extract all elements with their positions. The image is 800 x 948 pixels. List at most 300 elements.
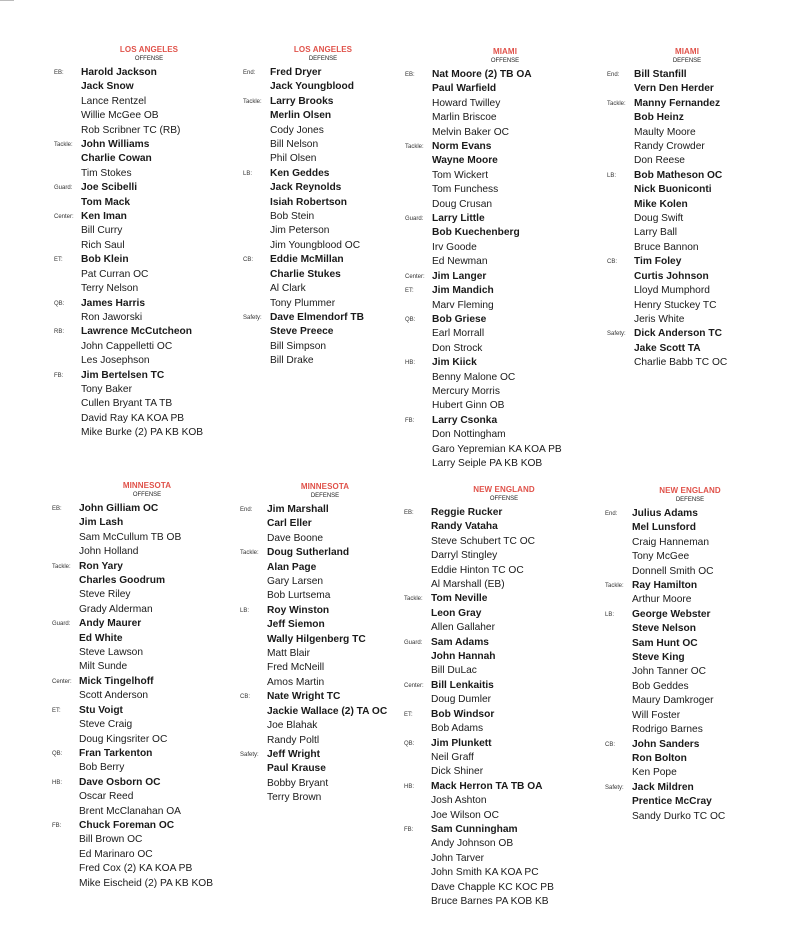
position-label: EB:	[405, 72, 415, 78]
backup-player: Doug Kingsriter OC	[79, 733, 168, 745]
backup-player: Doug Swift	[634, 213, 684, 225]
position-group	[404, 708, 604, 737]
starter-player: Mel Lunsford	[632, 522, 696, 534]
position-group	[52, 704, 242, 747]
starter-player: George Webster	[632, 608, 711, 620]
position-group	[405, 212, 605, 270]
backup-player: Lloyd Mumphord	[634, 285, 710, 297]
position-group	[405, 68, 605, 140]
backup-player: Bob Stein	[270, 211, 315, 223]
backup-player: Al Marshall (EB)	[431, 579, 505, 591]
starter-player: Norm Evans	[432, 141, 492, 153]
backup-player: Earl Morrall	[432, 328, 485, 340]
position-label: Safety:	[243, 314, 262, 321]
position-label: Tackle:	[405, 144, 424, 151]
roster-new-england-offense	[404, 485, 604, 909]
backup-player: Tony Plummer	[270, 297, 336, 309]
starter-player: Ed White	[79, 632, 123, 644]
starter-player: Larry Little	[432, 213, 485, 225]
backup-player: Maulty Moore	[634, 126, 696, 138]
position-group	[52, 617, 242, 675]
backup-player: Ron Jaworski	[81, 311, 143, 323]
position-label: FB:	[52, 822, 62, 829]
position-label: End:	[605, 511, 618, 517]
position-group	[243, 253, 403, 311]
starter-player: Chuck Foreman OC	[79, 819, 175, 831]
backup-player: Steve Schubert TC OC	[431, 535, 535, 547]
starter-player: Charlie Stukes	[270, 268, 341, 280]
team-name: MINNESOTA	[122, 481, 172, 490]
unit-label: DEFENSE	[310, 493, 340, 499]
backup-player: Amos Martin	[267, 676, 325, 688]
position-label: Tackle:	[52, 563, 71, 570]
backup-player: Jeris White	[634, 313, 685, 325]
backup-player: Brent McClanahan OA	[79, 805, 181, 817]
starter-player: Jack Reynolds	[270, 182, 342, 194]
backup-player: David Ray KA KOA PB	[81, 412, 185, 424]
backup-player: Gary Larsen	[267, 576, 324, 588]
backup-player: Scott Anderson	[79, 690, 149, 702]
backup-player: Tony Baker	[81, 383, 132, 395]
position-group	[52, 560, 242, 618]
backup-player: Ken Pope	[632, 767, 677, 779]
backup-player: Randy Poltl	[267, 734, 320, 746]
starter-player: Prentice McCray	[632, 796, 712, 808]
backup-player: Willie McGee OB	[81, 110, 159, 122]
position-group	[54, 369, 244, 441]
backup-player: Milt Sunde	[79, 661, 128, 673]
backup-player: Rich Saul	[81, 239, 125, 251]
backup-player: Steve Riley	[79, 589, 131, 601]
position-label: End:	[607, 72, 620, 78]
starter-player: Randy Vataha	[431, 521, 498, 533]
position-group	[54, 325, 244, 368]
backup-player: John Tanner OC	[632, 666, 706, 678]
position-group	[52, 502, 242, 560]
backup-player: Dave Chapple KC KOC PB	[431, 881, 554, 893]
backup-player: Mercury Morris	[432, 385, 500, 397]
position-label: EB:	[54, 70, 64, 76]
backup-player: Ed Marinaro OC	[79, 848, 153, 860]
backup-player: Terry Brown	[267, 792, 322, 804]
starter-player: Steve King	[632, 652, 685, 664]
position-label: LB:	[607, 172, 617, 179]
position-group	[240, 503, 410, 546]
roster-minnesota-offense	[52, 481, 242, 891]
position-label: Safety:	[605, 784, 624, 791]
position-group	[240, 546, 410, 604]
position-group	[607, 68, 767, 97]
backup-player: Bruce Barnes PA KOB KB	[431, 895, 549, 907]
starter-player: Nick Buoniconti	[634, 184, 712, 196]
starter-player: Julius Adams	[632, 508, 698, 519]
backup-player: Andy Johnson OB	[431, 838, 514, 850]
position-group	[607, 97, 767, 169]
starter-player: Steve Nelson	[632, 623, 696, 635]
starter-player: Paul Warfield	[432, 83, 497, 95]
position-label: FB:	[404, 826, 414, 833]
position-label: HB:	[52, 779, 63, 786]
backup-player: Oscar Reed	[79, 791, 134, 803]
starter-player: Vern Den Herder	[634, 83, 714, 95]
backup-player: Doug Dumler	[431, 694, 492, 706]
position-label: Tackle:	[605, 583, 624, 590]
backup-player: Howard Twilley	[432, 97, 501, 109]
position-label: Tackle:	[54, 142, 73, 149]
backup-player: Pat Curran OC	[81, 268, 149, 280]
roster-miami-offense	[405, 47, 605, 471]
backup-player: Mike Eischeid (2) PA KB KOB	[79, 877, 213, 889]
backup-player: Steve Lawson	[79, 647, 143, 659]
position-group	[54, 253, 244, 296]
backup-player: Dick Shiner	[431, 766, 484, 778]
position-label: Tackle:	[240, 550, 259, 557]
backup-player: Joe Blahak	[267, 720, 318, 732]
backup-player: Steve Craig	[79, 719, 133, 731]
backup-player: Rodrigo Barnes	[632, 724, 703, 736]
team-name: MIAMI	[674, 47, 700, 56]
scan-corner-mark	[0, 0, 14, 4]
starter-player: Andy Maurer	[79, 618, 142, 630]
starter-player: Bob Kuechenberg	[432, 227, 520, 239]
backup-player: Garo Yepremian KA KOA PB	[432, 443, 562, 455]
starter-player: Sam Cunningham	[431, 823, 518, 835]
backup-player: Mike Burke (2) PA KB KOB	[81, 427, 204, 439]
position-group	[605, 579, 775, 608]
position-label: Tackle:	[243, 98, 262, 105]
team-name: MINNESOTA	[300, 482, 350, 491]
starter-player: Wally Hilgenberg TC	[267, 633, 366, 645]
backup-player: Bob Lurtsema	[267, 590, 331, 602]
position-label: Safety:	[240, 751, 259, 758]
starter-player: Jeff Wright	[267, 748, 321, 760]
starter-player: Ron Yary	[79, 560, 123, 572]
backup-player: Joe Wilson OC	[431, 809, 499, 821]
position-label: Guard:	[404, 639, 423, 646]
position-label: FB:	[54, 372, 64, 379]
backup-player: Bill DuLac	[431, 665, 477, 677]
position-label: CB:	[240, 694, 251, 701]
roster-miami-defense	[607, 47, 767, 371]
position-group	[52, 747, 242, 776]
position-label: Guard:	[54, 185, 73, 192]
backup-player: Benny Malone OC	[432, 371, 516, 383]
position-label: CB:	[607, 259, 618, 266]
unit-label: DEFENSE	[672, 58, 702, 64]
starter-player: Sam Adams	[431, 636, 489, 648]
starter-player: Tom Neville	[431, 593, 488, 605]
backup-player: Cullen Bryant TA TB	[81, 398, 173, 410]
position-label: ET:	[54, 257, 63, 264]
position-label: CB:	[605, 741, 616, 748]
backup-player: Allen Gallaher	[431, 622, 495, 634]
starter-player: Merlin Olsen	[270, 110, 332, 122]
backup-player: Craig Hanneman	[632, 536, 710, 548]
unit-label: DEFENSE	[308, 56, 338, 62]
unit-label: OFFENSE	[489, 496, 519, 502]
starter-player: Larry Csonka	[432, 414, 498, 426]
starter-player: Paul Krause	[267, 763, 326, 775]
backup-player: Josh Ashton	[431, 795, 487, 807]
position-group	[404, 823, 604, 909]
position-group	[405, 140, 605, 212]
backup-player: Rob Scribner TC (RB)	[81, 124, 181, 136]
position-group	[405, 313, 605, 356]
position-group	[52, 819, 242, 891]
position-group	[243, 95, 403, 167]
unit-label: OFFENSE	[134, 56, 164, 62]
position-group	[54, 297, 244, 326]
backup-player: Fred Cox (2) KA KOA PB	[79, 863, 193, 875]
starter-player: Bill Lenkaitis	[431, 679, 494, 691]
backup-player: John Cappelletti OC	[81, 340, 173, 352]
starter-player: Jim Langer	[432, 270, 487, 282]
backup-player: Donnell Smith OC	[632, 565, 714, 577]
starter-player: Dave Osborn OC	[79, 776, 161, 788]
starter-player: Ron Bolton	[632, 752, 687, 764]
position-group	[404, 636, 604, 679]
position-group	[404, 506, 604, 592]
roster-los-angeles-offense	[54, 45, 244, 441]
starter-player: Jack Mildren	[632, 781, 694, 793]
backup-player: Charlie Babb TC OC	[634, 357, 728, 369]
backup-player: Irv Goode	[432, 241, 477, 253]
starter-player: Curtis Johnson	[634, 270, 709, 282]
starter-player: John Hannah	[431, 651, 496, 663]
team-name: LOS ANGELES	[293, 45, 353, 54]
position-label: CB:	[243, 257, 254, 264]
position-label: EB:	[52, 506, 62, 512]
position-label: Tackle:	[404, 596, 423, 603]
backup-player: Randy Crowder	[634, 141, 705, 153]
position-label: Tackle:	[607, 100, 626, 107]
position-label: ET:	[404, 711, 413, 718]
backup-player: Bill Curry	[81, 225, 123, 237]
starter-player: John Williams	[81, 139, 150, 151]
roster-minnesota-defense	[240, 482, 410, 806]
position-group	[405, 414, 605, 472]
starter-player: Ken Iman	[81, 211, 127, 223]
backup-player: Bill Drake	[270, 355, 314, 367]
position-label: QB:	[404, 740, 415, 747]
backup-player: John Tarver	[431, 852, 485, 864]
starter-player: Stu Voigt	[79, 704, 123, 716]
unit-label: OFFENSE	[132, 492, 162, 498]
backup-player: Don Nottingham	[432, 429, 506, 441]
starter-player: Jim Lash	[79, 517, 124, 529]
starter-player: Mick Tingelhoff	[79, 675, 154, 687]
position-group	[243, 311, 403, 369]
position-group	[240, 748, 410, 806]
starter-player: Harold Jackson	[81, 67, 157, 78]
backup-player: Les Josephson	[81, 355, 150, 367]
position-group	[404, 737, 604, 780]
position-group	[54, 210, 244, 253]
position-label: Guard:	[405, 216, 424, 223]
backup-player: Dave Boone	[267, 532, 324, 544]
starter-player: Jack Snow	[81, 81, 134, 93]
starter-player: Steve Preece	[270, 326, 334, 338]
backup-player: Fred McNeill	[267, 662, 325, 674]
position-label: ET:	[405, 288, 414, 295]
starter-player: Jim Bertelsen TC	[81, 369, 165, 381]
starter-player: Leon Gray	[431, 607, 482, 619]
starter-player: Manny Fernandez	[634, 97, 721, 109]
unit-label: DEFENSE	[675, 497, 705, 503]
starter-player: John Sanders	[632, 738, 700, 750]
backup-player: Tony McGee	[632, 551, 690, 563]
starter-player: Fred Dryer	[270, 67, 322, 78]
backup-player: Tom Wickert	[432, 169, 489, 181]
position-label: LB:	[243, 170, 253, 177]
position-label: Center:	[54, 214, 74, 221]
starter-player: Wayne Moore	[432, 155, 498, 167]
starter-player: Alan Page	[267, 561, 317, 573]
backup-player: Bill Nelson	[270, 139, 319, 151]
starter-player: Bob Windsor	[431, 708, 495, 720]
position-group	[605, 781, 775, 824]
starter-player: Bob Matheson OC	[634, 169, 723, 181]
starter-player: Ray Hamilton	[632, 580, 698, 592]
backup-player: Arthur Moore	[632, 594, 692, 606]
backup-player: Jim Youngblood OC	[270, 239, 361, 251]
team-name: MIAMI	[492, 47, 518, 56]
starter-player: Jim Plunkett	[431, 737, 492, 749]
backup-player: Jim Peterson	[270, 225, 330, 237]
starter-player: Ken Geddes	[270, 167, 330, 179]
backup-player: John Holland	[79, 546, 139, 558]
starter-player: Dave Elmendorf TB	[270, 311, 364, 323]
position-group	[605, 507, 775, 579]
starter-player: Doug Sutherland	[267, 547, 350, 559]
starter-player: Jeff Siemon	[267, 619, 325, 631]
starter-player: Mack Herron TA TB OA	[431, 780, 543, 792]
backup-player: Marlin Briscoe	[432, 112, 497, 124]
position-label: End:	[240, 507, 253, 513]
starter-player: Reggie Rucker	[431, 507, 503, 518]
starter-player: Isiah Robertson	[270, 196, 347, 208]
position-label: Guard:	[52, 621, 71, 628]
position-group	[240, 604, 410, 690]
position-group	[607, 169, 767, 255]
backup-player: Don Reese	[634, 155, 685, 167]
backup-player: Larry Ball	[634, 227, 678, 239]
position-label: QB:	[405, 316, 416, 323]
position-label: QB:	[54, 300, 65, 307]
starter-player: Bill Stanfill	[634, 69, 687, 80]
backup-player: Grady Alderman	[79, 603, 153, 615]
starter-player: John Gilliam OC	[79, 503, 159, 514]
starter-player: Carl Eller	[267, 518, 312, 530]
backup-player: Darryl Stingley	[431, 550, 498, 562]
backup-player: Will Foster	[632, 709, 681, 721]
backup-player: Bobby Bryant	[267, 777, 329, 789]
backup-player: Don Strock	[432, 342, 483, 354]
starter-player: Sam Hunt OC	[632, 637, 698, 649]
backup-player: Eddie Hinton TC OC	[431, 564, 524, 576]
backup-player: Maury Damkroger	[632, 695, 714, 707]
position-group	[404, 592, 604, 635]
team-name: LOS ANGELES	[119, 45, 179, 54]
position-group	[243, 66, 403, 95]
position-label: LB:	[605, 611, 615, 618]
starter-player: Jim Marshall	[267, 504, 329, 515]
position-label: EB:	[404, 510, 414, 516]
position-group	[54, 66, 244, 138]
position-group	[405, 270, 605, 284]
backup-player: Lance Rentzel	[81, 95, 147, 107]
starter-player: Mike Kolen	[634, 198, 688, 210]
unit-label: OFFENSE	[490, 58, 520, 64]
team-name: NEW ENGLAND	[659, 486, 721, 495]
position-label: Center:	[52, 678, 72, 685]
backup-player: Bill Brown OC	[79, 834, 143, 846]
position-label: ET:	[52, 707, 61, 714]
starter-player: Tim Foley	[634, 256, 682, 268]
starter-player: Jim Mandich	[432, 285, 494, 297]
position-group	[54, 181, 244, 210]
backup-player: Terry Nelson	[81, 283, 139, 295]
starter-player: Roy Winston	[267, 604, 330, 616]
backup-player: Hubert Ginn OB	[432, 400, 505, 412]
position-group	[404, 780, 604, 823]
position-label: FB:	[405, 417, 415, 424]
position-group	[605, 608, 775, 738]
starter-player: James Harris	[81, 297, 146, 309]
position-label: Safety:	[607, 331, 626, 338]
starter-player: Bob Heinz	[634, 112, 684, 124]
position-group	[607, 255, 767, 327]
backup-player: Sandy Durko TC OC	[632, 810, 726, 822]
position-group	[405, 284, 605, 313]
starter-player: Charlie Cowan	[81, 153, 152, 165]
position-label: QB:	[52, 750, 63, 757]
backup-player: Doug Crusan	[432, 198, 493, 210]
position-group	[54, 138, 244, 181]
backup-player: Tim Stokes	[81, 167, 132, 179]
starter-player: Jackie Wallace (2) TA OC	[267, 705, 388, 717]
backup-player: Neil Graff	[431, 751, 474, 763]
position-label: HB:	[404, 783, 415, 790]
starter-player: Jake Scott TA	[634, 342, 701, 354]
starter-player: Bob Griese	[432, 313, 487, 325]
starter-player: Dick Anderson TC	[634, 328, 722, 340]
roster-new-england-defense	[605, 486, 775, 824]
backup-player: Cody Jones	[270, 124, 324, 136]
backup-player: Ed Newman	[432, 256, 488, 268]
backup-player: Al Clark	[270, 283, 306, 295]
backup-player: Melvin Baker OC	[432, 126, 509, 138]
position-group	[240, 690, 410, 748]
backup-player: Matt Blair	[267, 648, 311, 660]
backup-player: Bruce Bannon	[634, 241, 699, 253]
backup-player: Phil Olsen	[270, 153, 317, 165]
backup-player: John Smith KA KOA PC	[431, 867, 539, 879]
position-label: Center:	[404, 682, 424, 689]
position-label: LB:	[240, 607, 250, 614]
backup-player: Bob Berry	[79, 762, 125, 774]
backup-player: Bob Geddes	[632, 680, 689, 692]
starter-player: Nat Moore (2) TB OA	[432, 69, 532, 80]
backup-player: Bob Adams	[431, 723, 484, 735]
backup-player: Larry Seiple PA KB KOB	[432, 457, 543, 469]
starter-player: Bob Klein	[81, 254, 129, 266]
team-name: NEW ENGLAND	[473, 485, 535, 494]
starter-player: Charles Goodrum	[79, 575, 166, 587]
roster-los-angeles-defense	[243, 45, 403, 369]
position-label: End:	[243, 70, 256, 76]
position-group	[405, 356, 605, 414]
